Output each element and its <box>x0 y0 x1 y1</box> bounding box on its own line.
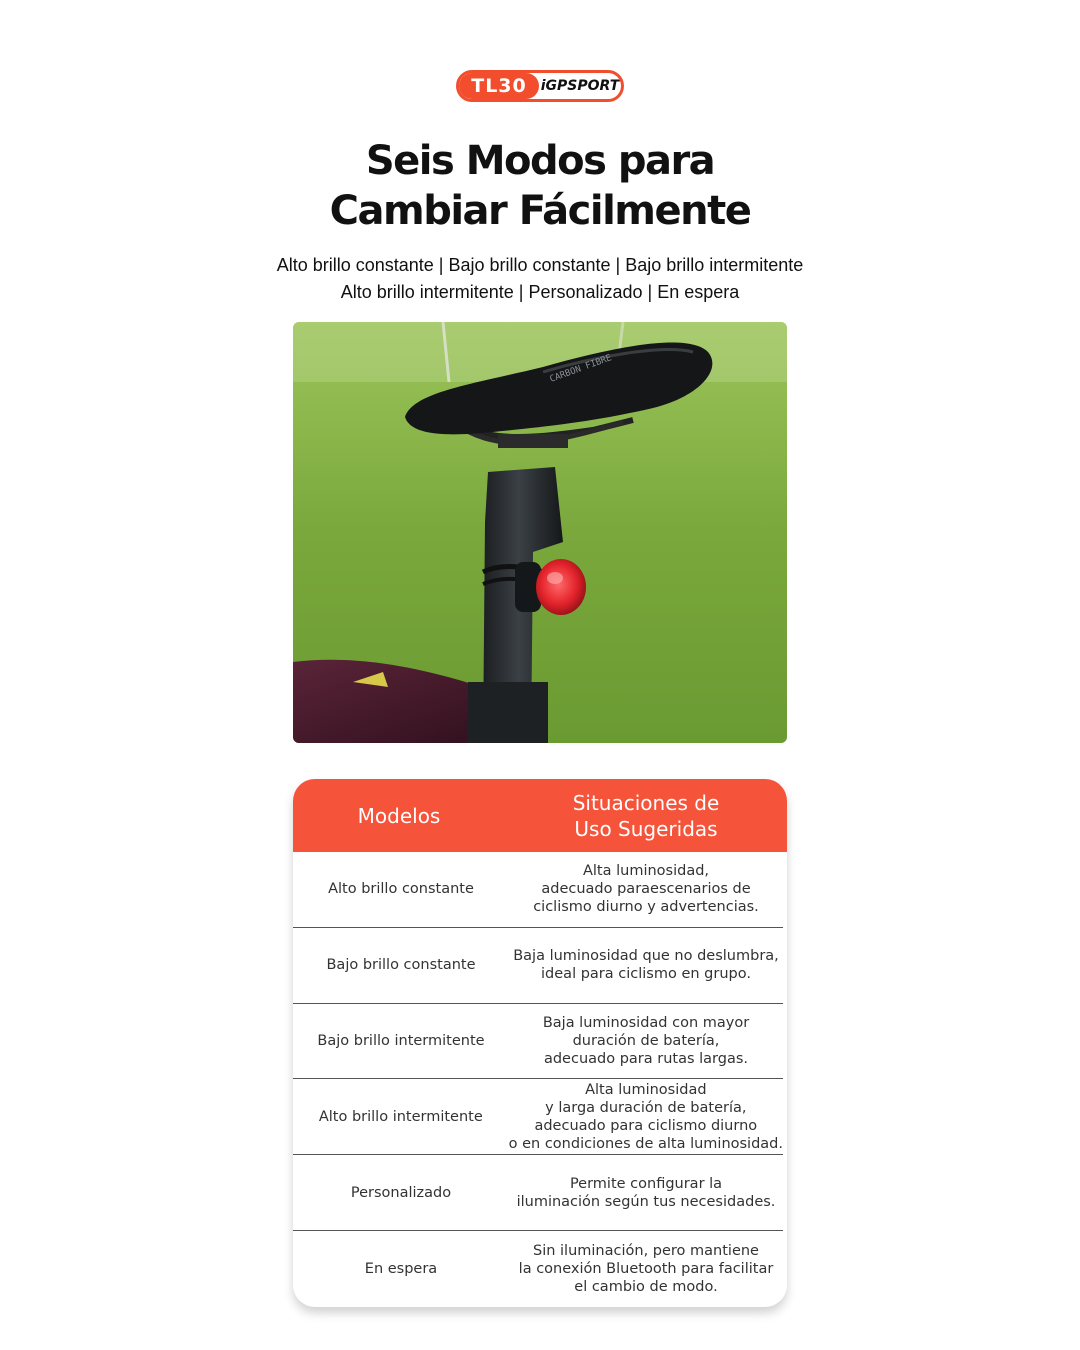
table-row <box>293 1155 783 1231</box>
header-situations <box>505 779 787 852</box>
description-line: la conexión Bluetooth para facilitar <box>518 1260 774 1277</box>
mode-description <box>509 928 783 1003</box>
description-line: iluminación según tus necesidades. <box>516 1193 776 1210</box>
mode-name: Alto brillo constante <box>328 881 474 898</box>
description-line: Alta luminosidad <box>585 1081 707 1098</box>
title-line-2: Cambiar Fácilmente <box>329 188 751 234</box>
description-line: adecuado paraescenarios de <box>541 881 751 898</box>
description-line: y larga duración de batería, <box>545 1099 747 1116</box>
mode-name: En espera <box>364 1260 438 1277</box>
description-line: adecuado para ciclismo diurno <box>534 1117 758 1134</box>
logo-brand: iGPSPORT <box>540 78 620 94</box>
description-line: el cambio de modo. <box>574 1278 718 1295</box>
description-line: Baja luminosidad con mayor <box>542 1014 750 1031</box>
mode-name: Bajo brillo constante <box>326 957 476 974</box>
product-photo <box>293 322 787 743</box>
bike-seatpost-illustration <box>293 322 787 743</box>
table-body <box>293 852 787 1307</box>
mode-name: Personalizado <box>350 1184 452 1201</box>
description-line: adecuado para rutas largas. <box>543 1050 749 1067</box>
description-line: duración de batería, <box>572 1032 720 1049</box>
table-row <box>293 1079 783 1155</box>
description-line: Baja luminosidad que no deslumbra, <box>513 948 779 965</box>
table-row <box>293 852 783 928</box>
modes-subtitle <box>0 252 1080 306</box>
table-row <box>293 1004 783 1080</box>
page-title <box>0 136 1080 236</box>
header-models: Modelos <box>357 803 441 828</box>
header-situations-line-1: Situaciones de <box>572 790 720 815</box>
mode-description <box>509 1004 783 1079</box>
table-header <box>293 779 787 852</box>
mode-description <box>509 1079 783 1154</box>
mode-name: Bajo brillo intermitente <box>317 1032 485 1049</box>
logo-model: TL30 <box>459 73 539 99</box>
mode-name: Alto brillo intermitente <box>318 1108 483 1125</box>
brand-logo <box>456 70 624 102</box>
table-row <box>293 1231 783 1307</box>
subtitle-line-1: Alto brillo constante | Bajo brillo constante | Bajo brillo intermitente <box>276 255 804 275</box>
taillight <box>536 559 586 615</box>
saddle-text: CARBON FIBRE <box>548 353 614 385</box>
mode-description <box>509 1231 783 1307</box>
description-line: Sin iluminación, pero mantiene <box>533 1242 759 1259</box>
description-line: o en condiciones de alta luminosidad. <box>508 1135 783 1152</box>
title-line-1: Seis Modos para <box>365 138 715 184</box>
table-row <box>293 928 783 1004</box>
header-situations-line-2: Uso Sugeridas <box>574 816 718 841</box>
description-line: Permite configurar la <box>569 1175 723 1192</box>
description-line: Alta luminosidad, <box>582 863 710 880</box>
subtitle-line-2: Alto brillo intermitente | Personalizado | En espera <box>340 282 740 302</box>
modes-table <box>293 779 787 1307</box>
description-line: ideal para ciclismo en grupo. <box>541 966 751 983</box>
description-line: ciclismo diurno y advertencias. <box>533 899 759 916</box>
mode-description <box>509 1155 783 1230</box>
mode-description <box>509 852 783 927</box>
